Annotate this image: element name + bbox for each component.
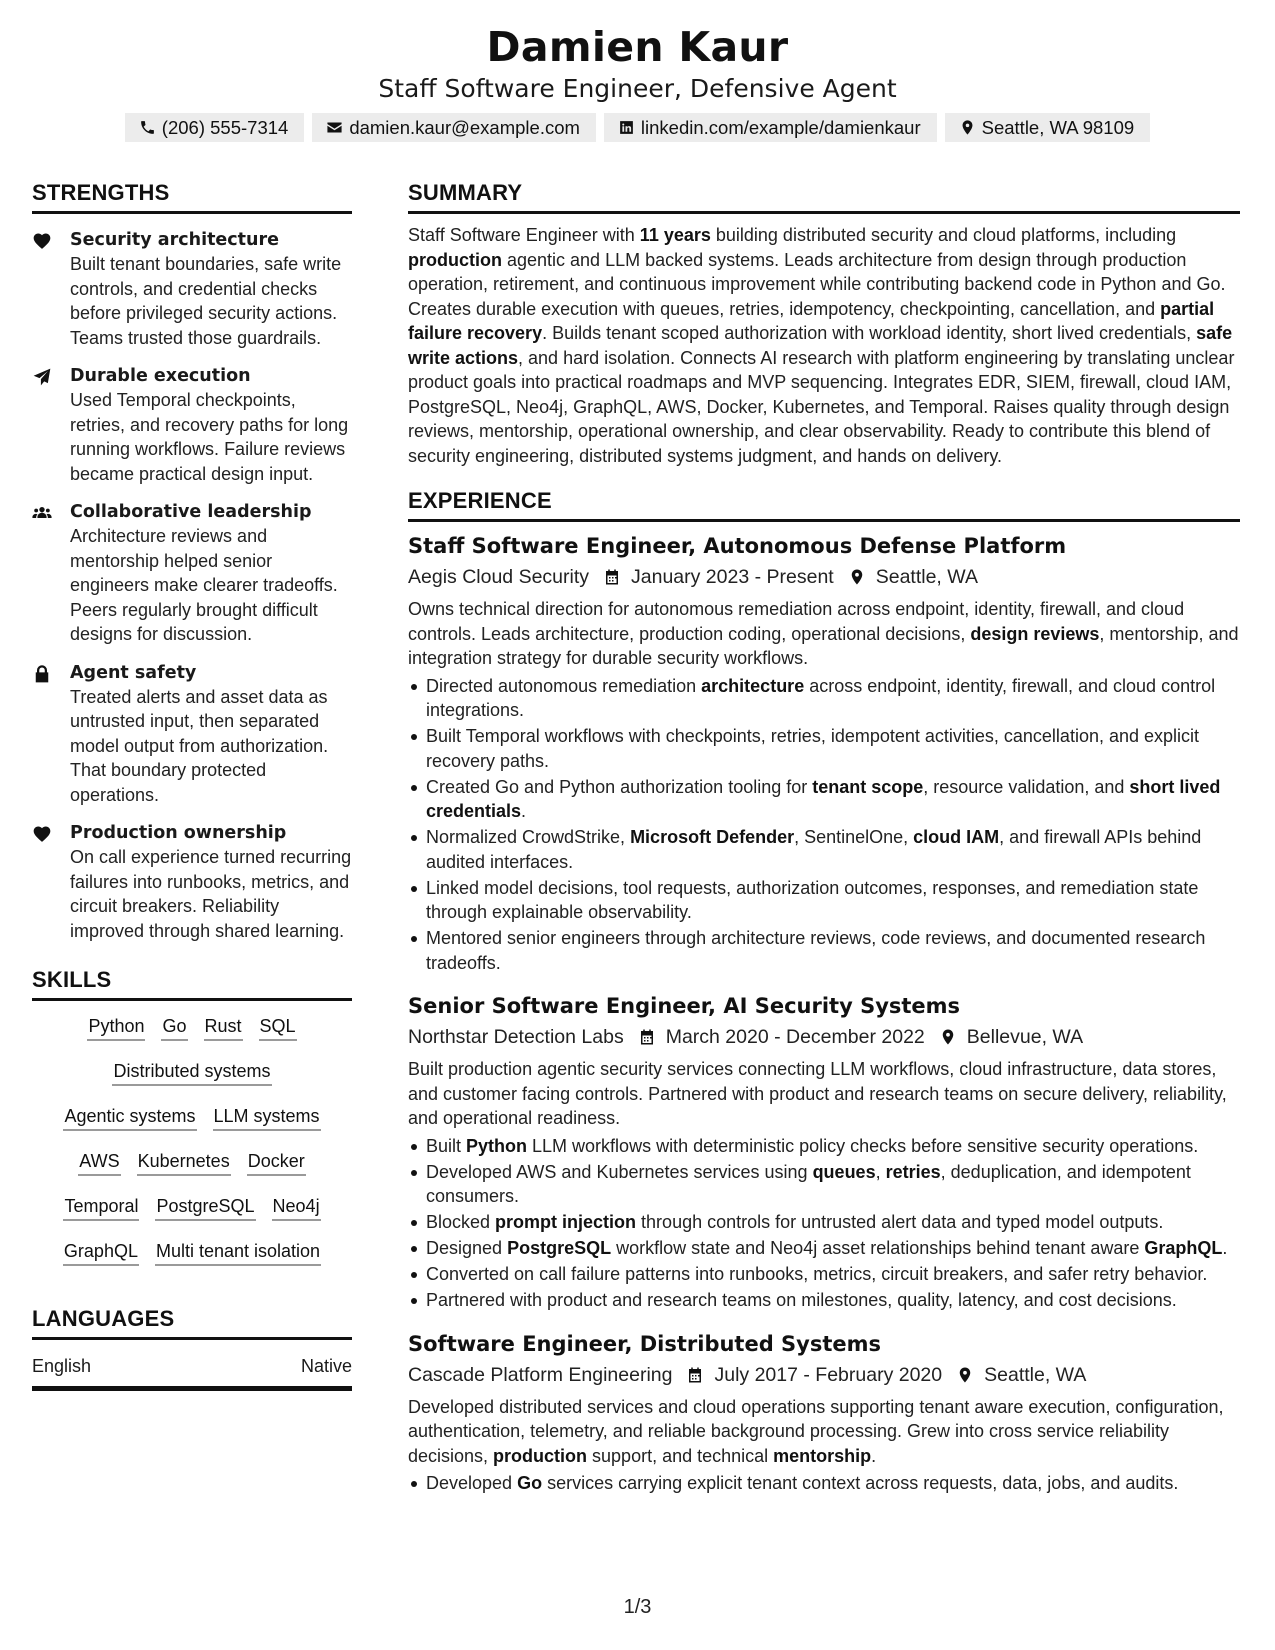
skill-tag: SQL xyxy=(259,1015,297,1041)
contact-email-text: damien.kaur@example.com xyxy=(349,116,580,138)
experience-list xyxy=(408,531,1240,1496)
emphasis-text: production xyxy=(493,1445,588,1466)
job-title: Staff Software Engineer, Autonomous Defense Platform xyxy=(408,534,1067,558)
strength-title: Collaborative leadership xyxy=(70,502,312,522)
job-entry xyxy=(408,1329,1240,1496)
strength-title: Agent safety xyxy=(70,662,197,683)
emphasis-text: design reviews xyxy=(970,623,1100,644)
skill-tag: Kubernetes xyxy=(137,1150,231,1176)
languages-heading: LANGUAGES xyxy=(32,1304,352,1340)
skill-tag: Rust xyxy=(204,1015,243,1041)
strength-title: Durable execution xyxy=(70,366,251,386)
strength-item xyxy=(32,661,352,808)
skill-row xyxy=(36,1150,348,1176)
strength-description: Architecture reviews and mentorship helped senior engineers make clearer tradeoffs. Peers regularly brought difficult designs for discussion. xyxy=(70,526,338,644)
contact-email[interactable] xyxy=(312,113,596,142)
strength-item xyxy=(32,364,352,486)
skill-tag: Temporal xyxy=(63,1195,139,1221)
strengths-list xyxy=(32,228,352,943)
contact-location-text: Seattle, WA 98109 xyxy=(981,116,1135,138)
job-bullet: Mentored senior engineers through architecture reviews, code reviews, and documented research tradeoffs. xyxy=(426,926,1240,975)
emphasis-text: partial failure recovery xyxy=(408,298,1215,343)
emphasis-text: PostgreSQL xyxy=(507,1238,612,1258)
job-meta xyxy=(408,1022,1240,1052)
envelope-icon xyxy=(326,119,343,136)
job-entry xyxy=(408,991,1240,1313)
job-bullet: Partnered with product and research teams on milestones, quality, latency, and cost decisions. xyxy=(426,1288,1240,1313)
job-bullets xyxy=(408,1471,1240,1496)
contact-phone[interactable] xyxy=(125,113,305,142)
emphasis-text: cloud IAM xyxy=(913,827,1000,847)
emphasis-text: Python xyxy=(466,1135,528,1156)
job-bullet: Normalized CrowdStrike, Microsoft Defender, SentinelOne, cloud IAM, and firewall APIs behind audited interfaces. xyxy=(426,825,1240,874)
skill-tag: Docker xyxy=(247,1150,306,1176)
emphasis-text: retries xyxy=(885,1161,941,1182)
strength-title: Security architecture xyxy=(70,230,280,250)
map-pin-icon xyxy=(959,119,976,136)
emphasis-text: mentorship xyxy=(773,1445,872,1466)
strength-description: Used Temporal checkpoints, retries, and recovery paths for long running workflows. Failure reviews became practical design input. xyxy=(70,390,349,484)
job-company: Northstar Detection Labs xyxy=(408,1026,624,1048)
job-bullet: Blocked prompt injection through controls for untrusted alert data and typed model outputs. xyxy=(426,1210,1240,1235)
language-name: English xyxy=(32,1356,92,1376)
job-dates: January 2023 - Present xyxy=(631,566,834,588)
calendar-icon xyxy=(686,1366,704,1384)
strength-description: Treated alerts and asset data as untrusted input, then separated model output from authorization. That boundary protected operations. xyxy=(70,686,329,805)
map-pin-icon xyxy=(939,1028,957,1046)
experience-heading: EXPERIENCE xyxy=(408,486,1240,522)
skill-tag: Python xyxy=(87,1015,145,1041)
emphasis-text: Go xyxy=(517,1473,543,1493)
job-bullet: Designed PostgreSQL workflow state and Neo4j asset relationships behind tenant aware GraphQL. xyxy=(426,1236,1240,1261)
job-meta xyxy=(408,1360,1240,1390)
job-location: Seattle, WA xyxy=(984,1363,1087,1386)
skill-row xyxy=(36,1060,348,1086)
summary-heading: SUMMARY xyxy=(408,178,1240,214)
job-bullet: Developed AWS and Kubernetes services using queues, retries, deduplication, and idempotent consumers. xyxy=(426,1160,1240,1209)
emphasis-text: prompt injection xyxy=(495,1212,637,1232)
skills-list xyxy=(32,1015,352,1266)
heart-icon xyxy=(32,824,52,844)
emphasis-text: 11 years xyxy=(639,225,711,245)
languages-list xyxy=(32,1354,352,1391)
contact-linkedin[interactable] xyxy=(604,113,937,142)
strength-description: Built tenant boundaries, safe write controls, and credential checks before privileged security actions. Teams trusted those guardrails. xyxy=(70,254,342,348)
emphasis-text: queues xyxy=(812,1161,876,1182)
job-location: Bellevue, WA xyxy=(966,1026,1084,1048)
job-location: Seattle, WA xyxy=(875,566,978,588)
job-bullets xyxy=(408,1134,1240,1313)
heart-icon xyxy=(32,231,52,251)
linkedin-icon xyxy=(618,119,635,136)
emphasis-text: architecture xyxy=(701,675,805,696)
resume-header xyxy=(0,22,1275,142)
job-title: Software Engineer, Distributed Systems xyxy=(408,1331,882,1356)
job-bullet: Converted on call failure patterns into runbooks, metrics, circuit breakers, and safer retry behavior. xyxy=(426,1262,1240,1287)
emphasis-text: production xyxy=(408,249,502,270)
job-bullets xyxy=(408,674,1240,976)
strength-item xyxy=(32,821,352,943)
summary-text: Staff Software Engineer with 11 years building distributed security and cloud platforms, including production agentic and LLM backed systems. Leads architecture from design through production operation, retirement, and continuous improvement while contributing backend code in Python and Go. Creates durable execution with queues, retries, idempotency, checkpointing, cancellation, and partial failure recovery. Builds tenant scoped authorization with workload identity, short lived credentials, safe write actions, and hard isolation. Connects AI research with platform engineering by translating unclear product goals into practical roadmaps and MVP sequencing. Integrates EDR, SIEM, firewall, cloud IAM, PostgreSQL, Neo4j, GraphQL, AWS, Docker, Kubernetes, and Temporal. Raises quality through design reviews, mentorship, operational ownership, and clear observability. Ready to contribute this blend of security engineering, distributed systems judgment, and hands on delivery. xyxy=(408,225,1235,466)
strength-item xyxy=(32,500,352,647)
strength-title: Production ownership xyxy=(70,823,287,843)
skill-tag: PostgreSQL xyxy=(155,1195,255,1221)
job-company: Aegis Cloud Security xyxy=(408,566,590,588)
job-company: Cascade Platform Engineering xyxy=(408,1363,673,1386)
skill-row xyxy=(36,1105,348,1131)
job-bullet: Created Go and Python authorization tooling for tenant scope, resource validation, and short lived credentials. xyxy=(426,775,1240,824)
emphasis-text: short lived credentials xyxy=(426,776,1221,821)
skill-tag: Multi tenant isolation xyxy=(155,1240,321,1266)
job-bullet: Built Temporal workflows with checkpoints, retries, idempotent activities, cancellation, and explicit recovery paths. xyxy=(426,724,1240,773)
job-bullet: Developed Go services carrying explicit tenant context across requests, data, jobs, and audits. xyxy=(426,1471,1240,1496)
paper-plane-icon xyxy=(32,367,52,387)
calendar-icon xyxy=(638,1028,656,1046)
right-column xyxy=(408,178,1240,1497)
skill-tag: LLM systems xyxy=(213,1105,321,1131)
job-dates: March 2020 - December 2022 xyxy=(665,1026,925,1048)
contact-bar xyxy=(0,113,1275,142)
job-bullet: Directed autonomous remediation architecture across endpoint, identity, firewall, and cloud control integrations. xyxy=(426,674,1240,723)
emphasis-text: tenant scope xyxy=(812,776,924,797)
job-description: Owns technical direction for autonomous remediation across endpoint, identity, firewall, and cloud controls. Leads architecture, production coding, operational decisions, design reviews, mentorship, and integration strategy for durable security workflows. xyxy=(408,599,1239,668)
page-number: 1/3 xyxy=(623,1596,652,1618)
job-entry xyxy=(408,531,1240,975)
skill-tag: AWS xyxy=(78,1150,120,1176)
skill-tag: Distributed systems xyxy=(112,1060,271,1086)
skill-row xyxy=(36,1240,348,1266)
left-column xyxy=(32,178,352,1391)
emphasis-text: Microsoft Defender xyxy=(630,827,795,847)
skill-row xyxy=(36,1015,348,1041)
job-description: Developed distributed services and cloud operations supporting tenant aware execution, configuration, authentication, telemetry, and reliable background processing. Grew into cross service reliability decisions, production support, and technical mentorship. xyxy=(408,1396,1224,1466)
map-pin-icon xyxy=(956,1366,974,1384)
job-dates: July 2017 - February 2020 xyxy=(714,1363,943,1386)
skill-tag: GraphQL xyxy=(63,1240,139,1266)
job-bullet: Built Python LLM workflows with deterministic policy checks before sensitive security operations. xyxy=(426,1134,1240,1159)
contact-location xyxy=(945,113,1151,142)
map-pin-icon xyxy=(848,568,866,586)
users-icon xyxy=(32,503,52,523)
emphasis-text: safe write actions xyxy=(408,323,1233,368)
skills-heading: SKILLS xyxy=(32,965,352,1001)
skill-tag: Go xyxy=(161,1015,187,1041)
job-description: Built production agentic security services connecting LLM workflows, cloud infrastructure, data stores, and customer facing controls. Partnered with product and research teams on secure delivery, reliability, and operational readiness. xyxy=(408,1059,1227,1128)
contact-linkedin-text: linkedin.com/example/damienkaur xyxy=(640,116,921,138)
job-meta xyxy=(408,562,1240,592)
strengths-heading: STRENGTHS xyxy=(32,178,352,214)
language-level: Native xyxy=(300,1356,352,1376)
candidate-name: Damien Kaur xyxy=(486,23,789,71)
language-row xyxy=(32,1354,352,1391)
job-bullet: Linked model decisions, tool requests, authorization outcomes, responses, and remediation state through explainable observability. xyxy=(426,876,1240,925)
phone-icon xyxy=(139,119,156,136)
lock-icon xyxy=(32,664,52,684)
strength-description: On call experience turned recurring failures into runbooks, metrics, and circuit breakers. Reliability improved through shared learning. xyxy=(70,847,352,941)
contact-phone-text: (206) 555-7314 xyxy=(161,116,289,138)
skill-tag: Agentic systems xyxy=(63,1105,196,1131)
skill-row xyxy=(36,1195,348,1221)
emphasis-text: GraphQL xyxy=(1144,1238,1223,1258)
strength-item xyxy=(32,228,352,350)
calendar-icon xyxy=(603,568,621,586)
candidate-title: Staff Software Engineer, Defensive Agent xyxy=(378,74,897,103)
skill-tag: Neo4j xyxy=(272,1195,321,1221)
job-title: Senior Software Engineer, AI Security Systems xyxy=(408,994,961,1018)
